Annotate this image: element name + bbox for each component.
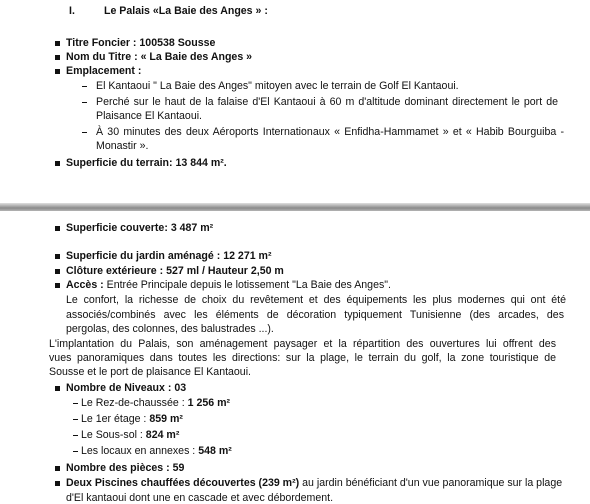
bullet-square-icon [55,41,60,46]
dash-bullet-icon [82,86,87,87]
piscines: Deux Piscines chauffées découvertes (239 m²) au jardin bénéficiant d'un vue panoramique sur la plage [66,477,563,489]
dash-bullet-icon [73,451,78,452]
cloture-exterieure: Clôture extérieure : 527 ml / Hauteur 2,50 m [66,265,284,277]
bullet-square-icon [55,69,60,74]
emplacement-item-continued: Monastir ». [96,140,149,152]
niveau-item: Les locaux en annexes : 548 m² [81,445,232,457]
nombre-niveaux: Nombre de Niveaux : 03 [66,382,187,394]
paragraph-confort: pergolas, des colonnes, des balustrades ...). [66,323,274,335]
emplacement-item: El Kantaoui " La Baie des Anges" mitoyen avec le terrain de Golf El Kantaoui. [96,80,459,92]
document-page-1 [0,0,590,205]
nombre-pieces: Nombre des pièces : 59 [66,462,185,474]
bullet-square-icon [55,226,60,231]
bullet-square-icon [55,466,60,471]
piscines-continued: d'El kantaoui dont une en cascade et avec débordement. [66,492,334,504]
document-page-2 [0,211,590,504]
emplacement-item: À 30 minutes des deux Aéroports Internationaux « Enfidha-Hammamet » et « Habib Bourguiba - [96,126,564,138]
bullet-square-icon [55,283,60,288]
niveau-item: Le 1er étage : 859 m² [81,413,183,425]
bullet-square-icon [55,254,60,259]
superficie-jardin: Superficie du jardin aménagé : 12 271 m² [66,250,272,262]
bullet-square-icon [55,161,60,166]
nom-du-titre: Nom du Titre : « La Baie des Anges » [66,51,253,63]
bullet-square-icon [55,386,60,391]
dash-bullet-icon [82,132,87,133]
paragraph-confort: associés/combinés avec les éléments de décoration typiquement Tunisienne (des arcades, des [66,309,564,321]
niveau-item: Le Sous-sol : 824 m² [81,429,180,441]
paragraph-confort: Le confort, la richesse de choix du revêtement et des équipements les plus modernes qui ont été [66,294,566,306]
superficie-couverte: Superficie couverte: 3 487 m² [66,222,214,234]
bullet-square-icon [55,55,60,60]
emplacement-item: Perché sur le haut de la falaise d'El Kantaoui à 60 m d'altitude dominant directement le port de [96,96,558,108]
paragraph-implantation: vues panoramiques dans toutes les directions: sur la plage, le terrain du golf, la zone touristique de [49,352,556,364]
bullet-square-icon [55,269,60,274]
dash-bullet-icon [73,403,78,404]
paragraph-implantation: Sousse et le port de plaisance El Kantaoui. [49,366,252,378]
acces: Accès : Entrée Principale depuis le lotissement "La Baie des Anges". [66,279,391,291]
section-numeral: I. [69,5,75,17]
bullet-square-icon [55,481,60,486]
section-title: Le Palais «La Baie des Anges » : [104,5,268,17]
paragraph-implantation: L'implantation du Palais, son aménagement paysager et la répartition des ouvertures lui offrent des [49,338,556,350]
dash-bullet-icon [73,435,78,436]
dash-bullet-icon [82,102,87,103]
emplacement-label: Emplacement : [66,65,142,77]
titre-foncier: Titre Foncier : 100538 Sousse [66,37,216,49]
emplacement-item-continued: Plaisance El Kantaoui. [96,110,203,122]
dash-bullet-icon [73,419,78,420]
niveau-item: Le Rez-de-chaussée : 1 256 m² [81,397,231,409]
superficie-terrain: Superficie du terrain: 13 844 m². [66,157,227,169]
